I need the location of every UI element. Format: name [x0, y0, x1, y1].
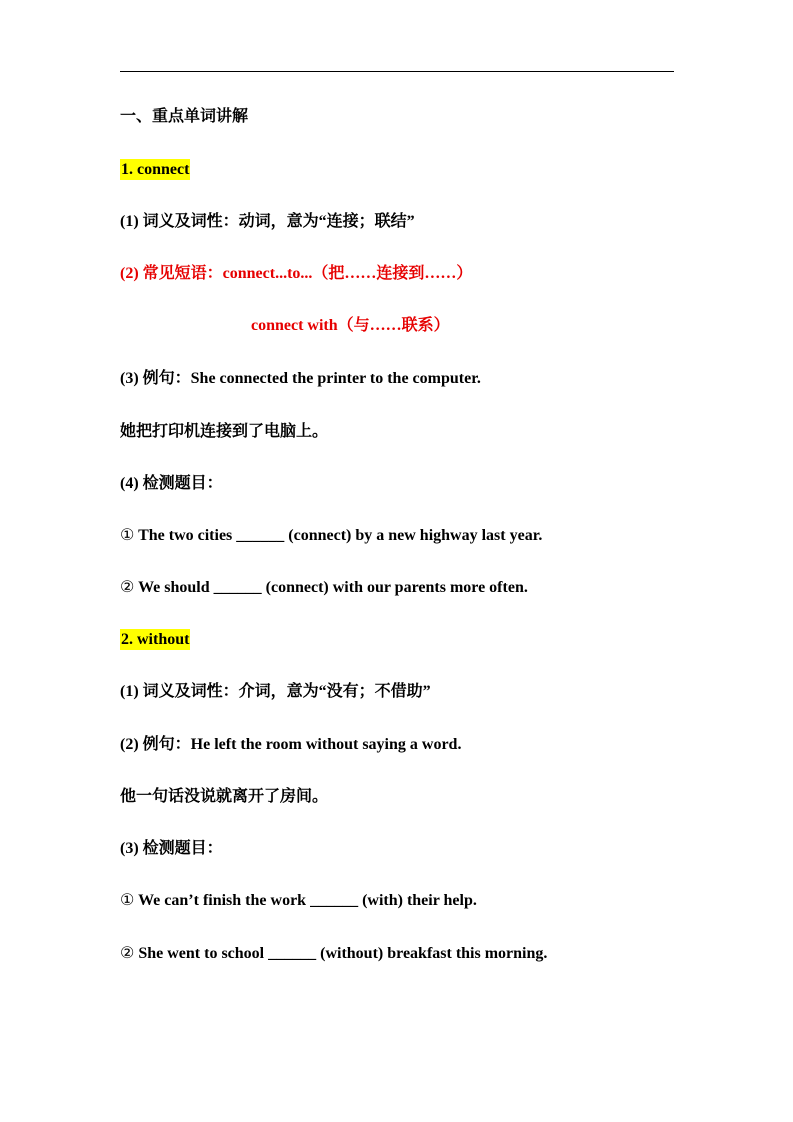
word2-example-en: (2) 例句：He left the room without saying a word. — [120, 736, 462, 753]
word2-heading-highlight: 2. without — [121, 631, 190, 648]
word2-quiz-label: (3) 检测题目： — [120, 840, 223, 857]
word1-question-2 — [120, 577, 528, 599]
word2-meaning: (1) 词义及词性：介词，意为“没有；不借助” — [120, 683, 431, 700]
word1-heading-highlight: 1. connect — [121, 161, 190, 178]
word1-meaning: (1) 词义及词性：动词，意为“连接；联结” — [120, 213, 415, 230]
word1-question-1-text: The two cities ______ (connect) by a new highway last year. — [138, 527, 543, 544]
word2-question-1 — [120, 890, 477, 912]
word1-example-zh: 她把打印机连接到了电脑上。 — [120, 423, 329, 440]
word1-question-1 — [120, 525, 542, 547]
word2-question-2-text: She went to school ______ (without) breakfast this morning. — [138, 945, 548, 962]
circled-number-1: ① — [120, 892, 135, 909]
word2-heading — [120, 629, 190, 651]
header-rule — [120, 71, 674, 72]
section-title: 一、重点单词讲解 — [120, 108, 249, 125]
word2-question-1-text: We can’t finish the work ______ (with) their help. — [138, 892, 477, 909]
circled-number-2: ② — [120, 579, 135, 596]
word1-quiz-label: (4) 检测题目： — [120, 475, 223, 492]
word1-example-en: (3) 例句：She connected the printer to the computer. — [120, 370, 481, 387]
word2-example-zh: 他一句话没说就离开了房间。 — [120, 788, 329, 805]
circled-number-1: ① — [120, 527, 135, 544]
circled-number-2: ② — [120, 945, 135, 962]
word2-question-2 — [120, 943, 547, 965]
word1-phrase-2: connect with（与……联系） — [251, 317, 450, 334]
word1-phrase-1: (2) 常见短语：connect...to...（把……连接到……） — [120, 265, 473, 282]
word1-heading — [120, 159, 190, 181]
word1-question-2-text: We should ______ (connect) with our parents more often. — [138, 579, 528, 596]
